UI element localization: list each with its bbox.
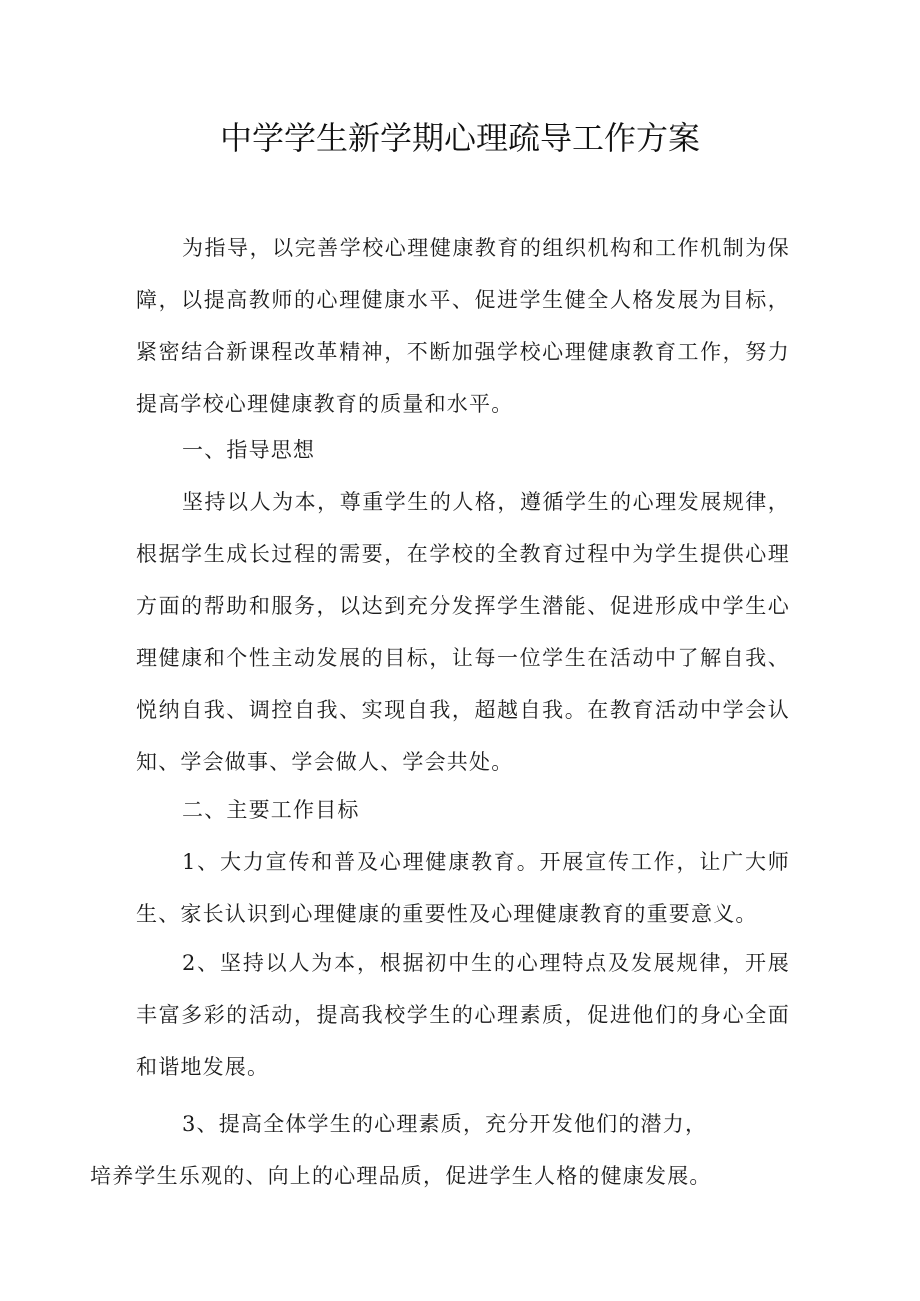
goal-item-3-line-1: 3、提高全体学生的心理素质，充分开发他们的潜力，: [182, 1112, 708, 1136]
document-title: 中学学生新学期心理疏导工作方案: [219, 119, 700, 157]
goal-item-2: 2、坚持以人为本，根据初中生的心理特点及发展规律，开展丰富多彩的活动，提高我校学生的心理素质，促进他们的身心全面和谐地发展。: [136, 951, 790, 1079]
goal-item-3-line-2: 培养学生乐观的、向上的心理品质，促进学生人格的健康发展。: [90, 1164, 712, 1188]
goal-item-1: 1、大力宣传和普及心理健康教育。开展宣传工作，让广大师生、家长认识到心理健康的重要性及心理健康教育的重要意义。: [136, 850, 790, 926]
goal-item-3: [90, 1098, 790, 1202]
guiding-ideology-paragraph: 坚持以人为本，尊重学生的人格，遵循学生的心理发展规律，根据学生成长过程的需要，在学校的全教育过程中为学生提供心理方面的帮助和服务，以达到充分发挥学生潜能、促进形成中学生心理健康和个性主动发展的目标，让每一位学生在活动中了解自我、悦纳自我、调控自我、实现自我，超越自我。在教育活动中学会认知、学会做事、学会做人、学会共处。: [136, 490, 790, 774]
section-heading-guiding-ideology: 一、指导思想: [182, 438, 316, 462]
intro-paragraph: 为指导，以完善学校心理健康教育的组织机构和工作机制为保障，以提高教师的心理健康水平、促进学生健全人格发展为目标，紧密结合新课程改革精神，不断加强学校心理健康教育工作，努力提高学校心理健康教育的质量和水平。: [136, 236, 790, 416]
section-heading-main-goals: 二、主要工作目标: [182, 798, 360, 822]
